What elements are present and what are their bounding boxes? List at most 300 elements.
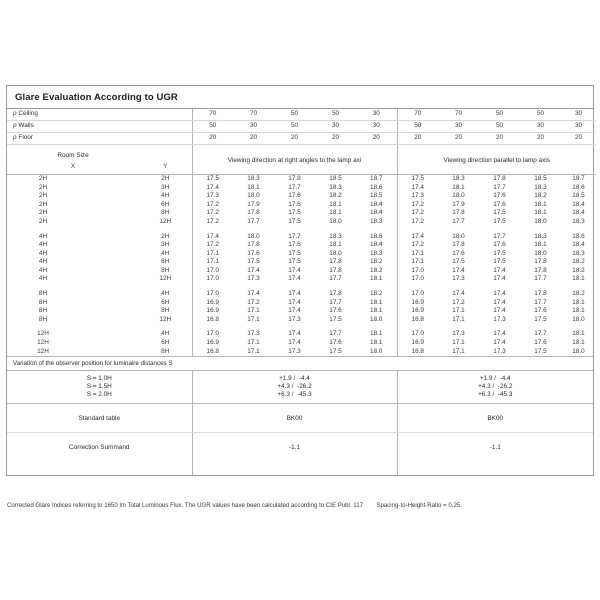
ugr-value-right-angles: 17.5 xyxy=(329,315,342,323)
ugr-value-right-angles: 17.4 xyxy=(247,290,260,298)
rho-ceiling-c9: 50 xyxy=(520,109,561,121)
room-size-y: 6H xyxy=(161,298,170,306)
table-row xyxy=(7,209,596,218)
ugr-value-right-angles: 18.4 xyxy=(370,241,383,249)
ugr-value-parallel: 18.5 xyxy=(534,174,547,182)
footnote-text-main: Corrected Glare Indices referring to 1650 lm Total Luminous Flux. The UGR values have been calculated according to CIE Publ. 117 xyxy=(7,502,363,509)
table-row xyxy=(7,339,596,348)
rho-walls-c8: 50 xyxy=(479,121,520,133)
ugr-value-right-angles: 17.1 xyxy=(247,347,260,355)
ugr-value-parallel: 16.9 xyxy=(397,339,438,348)
observer-variation-note: Variation of the observer position for luminaire distances S xyxy=(7,356,593,371)
table-row xyxy=(7,233,596,242)
ugr-value-parallel: 17.7 xyxy=(493,232,506,240)
room-size-x: 2H xyxy=(38,200,48,208)
ugr-value-parallel: 16.9 xyxy=(397,307,438,316)
table-row xyxy=(7,192,596,201)
room-size-x: 2H xyxy=(38,192,48,200)
ugr-value-right-angles: 17.2 xyxy=(192,241,233,250)
ugr-value-right-angles: 17.2 xyxy=(192,209,233,218)
ugr-value-right-angles: 17.3 xyxy=(247,330,260,338)
ugr-value-right-angles: 18.0 xyxy=(329,217,342,225)
summary-bottom-padding xyxy=(7,461,593,475)
ugr-value-right-angles: 17.8 xyxy=(329,266,342,274)
ugr-value-right-angles: 18.3 xyxy=(247,174,260,182)
rho-walls-c6: 50 xyxy=(397,121,438,133)
ugr-value-parallel: 16.8 xyxy=(397,316,438,325)
ugr-value-parallel: 17.2 xyxy=(397,209,438,218)
table-row xyxy=(7,250,596,259)
correction-summand-label: Correction Summand xyxy=(69,443,130,451)
ugr-value-right-angles: 17.1 xyxy=(192,258,233,267)
ugr-value-parallel: 17.4 xyxy=(493,307,506,315)
ugr-value-right-angles: 18.0 xyxy=(370,347,383,355)
variation-label-3: S = 2.0H xyxy=(86,391,112,399)
ugr-value-parallel: 18.4 xyxy=(572,209,585,217)
ugr-value-parallel: 18.2 xyxy=(534,192,547,200)
ugr-value-parallel: 17.1 xyxy=(452,347,465,355)
ugr-value-parallel: 17.4 xyxy=(452,266,465,274)
ugr-value-parallel: 18.0 xyxy=(572,315,585,323)
footnote-spacing-ratio: Spacing-to-Height-Ratio = 0.25. xyxy=(376,502,462,509)
ugr-value-right-angles: 17.5 xyxy=(288,217,301,225)
ugr-value-parallel: 17.1 xyxy=(397,258,438,267)
ugr-value-parallel: 17.1 xyxy=(397,250,438,259)
ugr-value-parallel: 18.3 xyxy=(572,249,585,257)
ugr-value-right-angles: 17.8 xyxy=(329,258,342,266)
ugr-value-parallel: 18.3 xyxy=(534,183,547,191)
ugr-value-parallel: 17.4 xyxy=(397,233,438,242)
ugr-value-parallel: 17.0 xyxy=(397,267,438,276)
table-row xyxy=(7,201,596,210)
room-size-y: 2H xyxy=(161,232,170,240)
ugr-value-parallel: 17.6 xyxy=(493,200,506,208)
ugr-value-right-angles: 18.3 xyxy=(329,183,342,191)
ugr-value-parallel: 17.6 xyxy=(534,307,547,315)
ugr-value-parallel: 18.6 xyxy=(572,232,585,240)
room-size-x: 8H xyxy=(38,315,48,323)
standard-table-right-value: BK00 xyxy=(397,404,593,433)
spacer-cell xyxy=(139,133,192,145)
rho-floor-c5: 20 xyxy=(356,133,397,145)
rho-ceiling-c2: 70 xyxy=(233,109,274,121)
ugr-value-parallel: 17.2 xyxy=(397,241,438,250)
ugr-value-right-angles: 18.4 xyxy=(370,209,383,217)
room-size-x: 12H xyxy=(37,330,49,338)
ugr-value-right-angles: 17.3 xyxy=(288,315,301,323)
ugr-value-right-angles: 17.5 xyxy=(288,249,301,257)
rho-floor-c6: 20 xyxy=(397,133,438,145)
ugr-value-parallel: 17.1 xyxy=(452,339,465,347)
ugr-value-right-angles: 18.1 xyxy=(329,200,342,208)
ugr-value-right-angles: 17.5 xyxy=(288,258,301,266)
ugr-value-right-angles: 17.0 xyxy=(192,276,233,285)
ugr-value-parallel: 18.3 xyxy=(452,174,465,182)
ugr-value-right-angles: 17.1 xyxy=(247,339,260,347)
rho-ceiling-row xyxy=(7,109,596,121)
ugr-value-parallel: 18.0 xyxy=(534,249,547,257)
table-row xyxy=(7,290,596,299)
ugr-data-body xyxy=(7,175,596,357)
ugr-value-parallel: 18.6 xyxy=(572,183,585,191)
variation-right-value-1: +1.9 / -4.4 xyxy=(479,375,511,383)
ugr-value-parallel: 18.0 xyxy=(534,217,547,225)
ugr-value-right-angles: 17.0 xyxy=(192,331,233,340)
rho-floor-c9: 20 xyxy=(520,133,561,145)
room-size-y: 6H xyxy=(161,258,170,266)
ugr-value-right-angles: 18.2 xyxy=(329,192,342,200)
ugr-value-right-angles: 18.1 xyxy=(370,275,383,283)
room-size-x: 12H xyxy=(37,339,49,347)
ugr-value-parallel: 18.0 xyxy=(452,232,465,240)
ugr-value-right-angles: 17.4 xyxy=(288,290,301,298)
ugr-value-right-angles: 17.8 xyxy=(247,209,260,217)
table-row xyxy=(7,241,596,250)
room-size-x: 8H xyxy=(38,298,48,306)
table-row xyxy=(7,276,596,285)
table-row xyxy=(7,331,596,340)
column-group-header-row xyxy=(7,145,596,175)
room-size-y: 4H xyxy=(161,330,170,338)
room-size-x: 4H xyxy=(38,232,48,240)
ugr-value-right-angles: 17.6 xyxy=(288,192,301,200)
ugr-value-parallel: 17.9 xyxy=(452,200,465,208)
ugr-value-parallel: 17.7 xyxy=(534,275,547,283)
ugr-value-right-angles: 16.8 xyxy=(192,348,233,357)
correction-summand-left-value: -1.1 xyxy=(192,433,397,462)
ugr-value-parallel: 18.2 xyxy=(572,290,585,298)
variation-left-value-2: +4.3 / -26.2 xyxy=(277,383,312,391)
ugr-value-parallel: 16.9 xyxy=(397,299,438,308)
room-size-x-label: X xyxy=(70,162,76,170)
ugr-value-right-angles: 17.7 xyxy=(288,232,301,240)
spacer-cell xyxy=(139,109,192,121)
rho-floor-label: ρ Floor xyxy=(7,133,139,145)
room-size-y: 8H xyxy=(161,209,170,217)
ugr-value-parallel: 17.3 xyxy=(452,330,465,338)
table-row xyxy=(7,184,596,193)
rho-walls-c7: 30 xyxy=(438,121,479,133)
ugr-value-right-angles: 17.6 xyxy=(288,200,301,208)
ugr-value-parallel: 17.5 xyxy=(493,209,506,217)
ugr-value-parallel: 18.1 xyxy=(572,307,585,315)
ugr-value-parallel: 18.1 xyxy=(534,200,547,208)
variation-left-values-cell xyxy=(192,371,397,404)
ugr-value-right-angles: 17.5 xyxy=(288,209,301,217)
table-row xyxy=(7,348,596,357)
ugr-value-right-angles: 17.7 xyxy=(288,183,301,191)
ugr-value-right-angles: 18.0 xyxy=(329,249,342,257)
ugr-value-parallel: 18.1 xyxy=(534,241,547,249)
ugr-value-parallel: 17.6 xyxy=(534,339,547,347)
ugr-value-right-angles: 17.4 xyxy=(247,266,260,274)
ugr-value-right-angles: 17.4 xyxy=(288,307,301,315)
rho-ceiling-c8: 50 xyxy=(479,109,520,121)
room-size-label: Room Size xyxy=(57,151,89,159)
variation-left-value-1: +1.9 / -4.4 xyxy=(279,375,310,383)
variation-right-value-2: +4.3 / -26.2 xyxy=(478,383,513,391)
ugr-value-right-angles: 18.1 xyxy=(370,330,383,338)
ugr-value-parallel: 17.0 xyxy=(397,331,438,340)
ugr-value-right-angles: 17.8 xyxy=(247,241,260,249)
ugr-value-right-angles: 17.2 xyxy=(192,201,233,210)
ugr-value-parallel: 17.2 xyxy=(397,218,438,227)
rho-ceiling-c7: 70 xyxy=(438,109,479,121)
ugr-value-right-angles: 18.3 xyxy=(370,217,383,225)
ugr-value-parallel: 17.8 xyxy=(534,290,547,298)
rho-walls-label: ρ Walls xyxy=(7,121,139,133)
ugr-value-right-angles: 17.7 xyxy=(329,275,342,283)
rho-floor-c1: 20 xyxy=(192,133,233,145)
ugr-value-right-angles: 17.8 xyxy=(329,290,342,298)
ugr-main-table xyxy=(7,109,596,356)
rho-walls-c2: 30 xyxy=(233,121,274,133)
ugr-value-right-angles: 17.6 xyxy=(329,339,342,347)
ugr-value-parallel: 18.5 xyxy=(572,192,585,200)
ugr-value-right-angles: 17.4 xyxy=(288,330,301,338)
ugr-value-parallel: 17.3 xyxy=(397,192,438,201)
rho-ceiling-c6: 70 xyxy=(397,109,438,121)
ugr-value-parallel: 17.8 xyxy=(452,209,465,217)
ugr-value-right-angles: 18.1 xyxy=(370,339,383,347)
ugr-value-right-angles: 18.7 xyxy=(370,174,383,182)
room-size-y: 3H xyxy=(161,241,170,249)
ugr-table-sheet xyxy=(6,85,594,476)
room-size-y: 6H xyxy=(161,339,170,347)
ugr-value-parallel: 17.4 xyxy=(397,184,438,193)
variation-right-value-3: +6.3 / -45.3 xyxy=(478,391,513,399)
room-size-y: 12H xyxy=(159,315,172,323)
ugr-value-parallel: 17.5 xyxy=(493,249,506,257)
ugr-value-right-angles: 18.1 xyxy=(247,183,260,191)
ugr-value-right-angles: 17.9 xyxy=(247,200,260,208)
ugr-value-right-angles: 17.4 xyxy=(288,266,301,274)
rho-walls-c5: 30 xyxy=(356,121,397,133)
ugr-value-right-angles: 17.6 xyxy=(288,241,301,249)
rho-ceiling-c10: 30 xyxy=(561,109,596,121)
ugr-value-parallel: 17.8 xyxy=(452,241,465,249)
table-row xyxy=(7,316,596,325)
ugr-value-right-angles: 17.3 xyxy=(192,192,233,201)
ugr-value-right-angles: 17.5 xyxy=(247,258,260,266)
rho-ceiling-c4: 50 xyxy=(315,109,356,121)
ugr-value-parallel: 18.1 xyxy=(572,339,585,347)
ugr-value-right-angles: 18.3 xyxy=(370,249,383,257)
table-row xyxy=(7,267,596,276)
room-size-y: 8H xyxy=(161,347,170,355)
room-size-header xyxy=(7,145,139,175)
ugr-value-right-angles: 17.4 xyxy=(192,184,233,193)
ugr-value-parallel: 17.5 xyxy=(493,258,506,266)
ugr-value-right-angles: 17.2 xyxy=(192,218,233,227)
group-header-parallel: Viewing direction parallel to lamp axis xyxy=(397,145,596,175)
rho-ceiling-label: ρ Ceiling xyxy=(7,109,139,121)
ugr-value-right-angles: 18.2 xyxy=(370,266,383,274)
room-size-x: 2H xyxy=(38,209,48,217)
variation-labels-cell xyxy=(7,371,192,404)
ugr-value-right-angles: 17.1 xyxy=(247,307,260,315)
ugr-value-right-angles: 18.0 xyxy=(247,192,260,200)
ugr-value-right-angles: 18.4 xyxy=(370,200,383,208)
standard-table-left-value: BK00 xyxy=(192,404,397,433)
ugr-value-parallel: 18.2 xyxy=(572,266,585,274)
ugr-value-parallel: 17.4 xyxy=(493,266,506,274)
ugr-value-right-angles: 17.0 xyxy=(192,267,233,276)
rho-floor-c7: 20 xyxy=(438,133,479,145)
room-size-y: 12H xyxy=(159,217,172,225)
room-size-y: 4H xyxy=(161,290,170,298)
ugr-value-right-angles: 18.5 xyxy=(329,174,342,182)
group-header-right-angles: Viewing direction at right angles to the lamp axi xyxy=(192,145,397,175)
rho-floor-c4: 20 xyxy=(315,133,356,145)
rho-ceiling-c5: 30 xyxy=(356,109,397,121)
ugr-value-parallel: 18.2 xyxy=(572,258,585,266)
room-size-y: 8H xyxy=(161,266,170,274)
ugr-value-right-angles: 17.4 xyxy=(288,298,301,306)
ugr-value-parallel: 17.4 xyxy=(493,330,506,338)
rho-walls-c1: 50 xyxy=(192,121,233,133)
ugr-value-right-angles: 17.7 xyxy=(247,217,260,225)
variation-right-values-cell xyxy=(397,371,593,404)
rho-floor-c3: 20 xyxy=(274,133,315,145)
room-size-y: 4H xyxy=(161,249,170,257)
ugr-value-right-angles: 17.5 xyxy=(329,347,342,355)
variation-left-value-3: +6.3 / -45.3 xyxy=(277,391,312,399)
ugr-value-parallel: 17.8 xyxy=(493,174,506,182)
ugr-value-right-angles: 18.1 xyxy=(329,209,342,217)
ugr-value-right-angles: 18.5 xyxy=(370,192,383,200)
ugr-value-right-angles: 17.8 xyxy=(288,174,301,182)
ugr-value-parallel: 18.1 xyxy=(572,275,585,283)
ugr-value-parallel: 17.7 xyxy=(493,183,506,191)
room-size-y: 4H xyxy=(161,192,170,200)
ugr-value-parallel: 17.6 xyxy=(493,192,506,200)
ugr-value-parallel: 17.6 xyxy=(493,241,506,249)
table-row xyxy=(7,218,596,227)
ugr-value-parallel: 17.2 xyxy=(452,298,465,306)
ugr-value-parallel: 17.2 xyxy=(397,201,438,210)
room-size-y: 2H xyxy=(161,174,170,182)
ugr-value-right-angles: 18.1 xyxy=(370,307,383,315)
ugr-value-right-angles: 18.6 xyxy=(370,183,383,191)
ugr-value-right-angles: 17.4 xyxy=(192,233,233,242)
ugr-value-parallel: 17.5 xyxy=(397,175,438,184)
ugr-value-right-angles: 18.3 xyxy=(329,232,342,240)
ugr-value-right-angles: 17.6 xyxy=(329,307,342,315)
ugr-value-right-angles: 16.8 xyxy=(192,316,233,325)
ugr-value-parallel: 17.5 xyxy=(534,315,547,323)
room-size-y: 12H xyxy=(159,275,172,283)
ugr-value-parallel: 17.4 xyxy=(493,290,506,298)
ugr-value-right-angles: 17.1 xyxy=(247,315,260,323)
ugr-value-parallel: 17.4 xyxy=(493,275,506,283)
room-size-x: 2H xyxy=(38,174,48,182)
ugr-value-parallel: 18.3 xyxy=(534,232,547,240)
rho-ceiling-c3: 50 xyxy=(274,109,315,121)
ugr-value-parallel: 17.3 xyxy=(452,275,465,283)
ugr-value-right-angles: 18.0 xyxy=(370,315,383,323)
correction-summand-row xyxy=(7,433,593,462)
ugr-value-parallel: 18.1 xyxy=(452,183,465,191)
room-size-x: 12H xyxy=(37,347,49,355)
rho-floor-c8: 20 xyxy=(479,133,520,145)
rho-walls-c9: 30 xyxy=(520,121,561,133)
footnote xyxy=(7,502,593,509)
room-size-y: 3H xyxy=(161,183,170,191)
rho-walls-c4: 30 xyxy=(315,121,356,133)
rho-floor-row xyxy=(7,133,596,145)
room-size-x: 4H xyxy=(38,258,48,266)
spacer-cell xyxy=(139,121,192,133)
ugr-value-right-angles: 17.7 xyxy=(329,330,342,338)
ugr-value-parallel: 17.5 xyxy=(534,347,547,355)
table-row xyxy=(7,307,596,316)
variation-label-1: S = 1.0H xyxy=(86,375,112,383)
ugr-value-parallel: 17.1 xyxy=(452,307,465,315)
room-size-x: 2H xyxy=(38,217,48,225)
rho-floor-c10: 20 xyxy=(561,133,596,145)
ugr-value-parallel: 17.3 xyxy=(493,347,506,355)
ugr-value-right-angles: 16.9 xyxy=(192,299,233,308)
room-size-x: 4H xyxy=(38,275,48,283)
ugr-value-parallel: 17.5 xyxy=(452,258,465,266)
ugr-value-parallel: 18.7 xyxy=(572,174,585,182)
rho-floor-c2: 20 xyxy=(233,133,274,145)
variation-row xyxy=(7,371,593,404)
ugr-value-parallel: 17.0 xyxy=(397,290,438,299)
ugr-value-right-angles: 16.9 xyxy=(192,339,233,348)
ugr-value-parallel: 17.8 xyxy=(534,258,547,266)
standard-table-row xyxy=(7,404,593,433)
ugr-value-right-angles: 17.4 xyxy=(288,275,301,283)
ugr-value-parallel: 17.5 xyxy=(493,217,506,225)
ugr-value-parallel: 18.4 xyxy=(572,241,585,249)
ugr-value-right-angles: 17.5 xyxy=(192,175,233,184)
room-size-x: 8H xyxy=(38,307,48,315)
room-size-y-label: Y xyxy=(163,163,168,171)
ugr-value-right-angles: 18.1 xyxy=(370,298,383,306)
rho-walls-c3: 50 xyxy=(274,121,315,133)
ugr-value-right-angles: 18.1 xyxy=(329,241,342,249)
ugr-value-parallel: 17.1 xyxy=(452,315,465,323)
room-size-x: 4H xyxy=(38,249,48,257)
correction-summand-right-value: -1.1 xyxy=(397,433,593,462)
ugr-value-parallel: 18.1 xyxy=(534,209,547,217)
ugr-value-right-angles: 16.9 xyxy=(192,307,233,316)
ugr-value-right-angles: 18.2 xyxy=(370,290,383,298)
variation-label-2: S = 1.5H xyxy=(86,383,112,391)
ugr-value-right-angles: 17.2 xyxy=(247,298,260,306)
room-size-x: 4H xyxy=(38,266,48,274)
ugr-value-parallel: 17.7 xyxy=(534,330,547,338)
ugr-value-parallel: 18.0 xyxy=(572,347,585,355)
room-size-y: 8H xyxy=(161,307,170,315)
ugr-value-parallel: 18.0 xyxy=(452,192,465,200)
ugr-value-right-angles: 17.1 xyxy=(192,250,233,259)
summary-table xyxy=(7,371,593,475)
ugr-value-right-angles: 17.6 xyxy=(247,249,260,257)
ugr-value-parallel: 17.4 xyxy=(452,290,465,298)
ugr-value-parallel: 17.3 xyxy=(493,315,506,323)
ugr-value-right-angles: 18.6 xyxy=(370,232,383,240)
room-size-y: 6H xyxy=(161,200,170,208)
standard-table-label: Standard table xyxy=(7,404,192,433)
ugr-value-parallel: 17.0 xyxy=(397,276,438,285)
reflectance-header-group xyxy=(7,109,596,175)
ugr-value-parallel: 17.7 xyxy=(534,298,547,306)
rho-walls-row xyxy=(7,121,596,133)
ugr-value-parallel: 17.4 xyxy=(493,298,506,306)
